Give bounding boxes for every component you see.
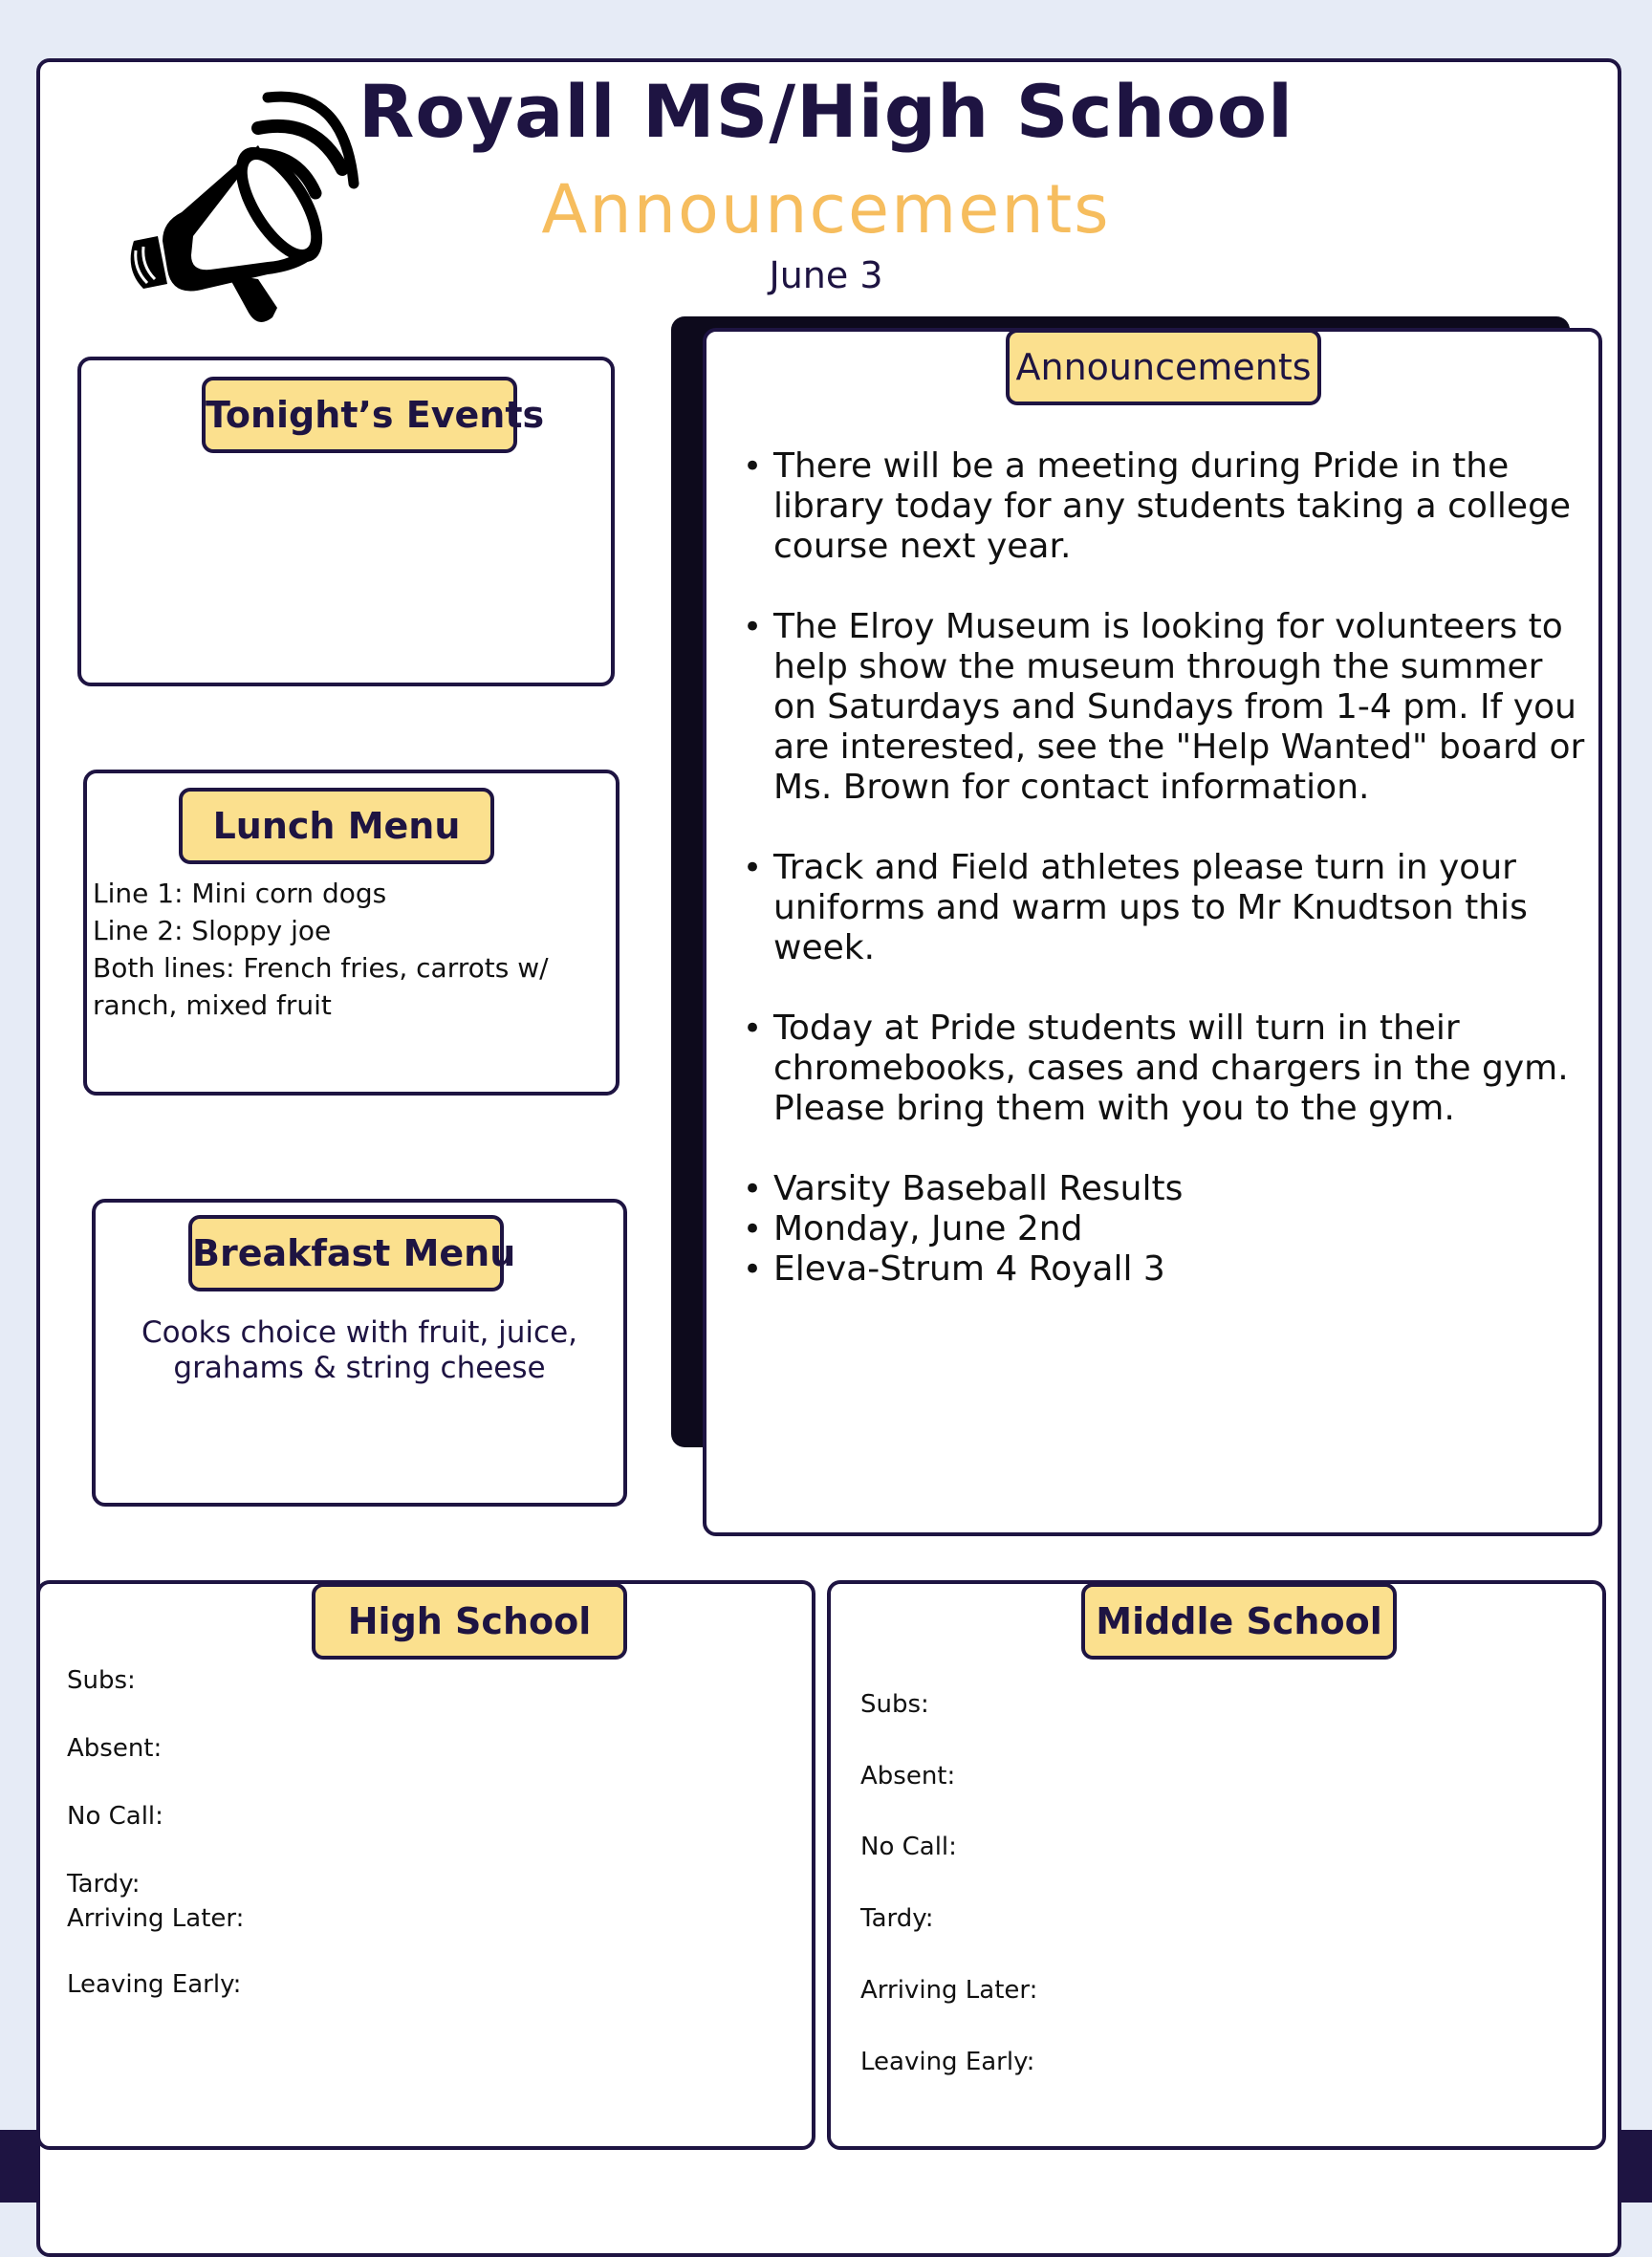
- ms-arriving-later: Arriving Later:: [860, 1976, 1038, 2005]
- announcement-item: • Eleva-Strum 4 Royall 3: [773, 1249, 1596, 1290]
- announcement-item: • Monday, June 2nd: [773, 1209, 1596, 1249]
- announcements-label: Announcements: [1006, 329, 1321, 405]
- lunch-line-2: Line 2: Sloppy joe: [93, 915, 332, 946]
- ms-leaving-early: Leaving Early:: [860, 2048, 1035, 2076]
- lunch-both-lines: Both lines: French fries, carrots w/ ranch, mixed fruit: [93, 952, 549, 1021]
- high-school-box: [36, 1580, 815, 2150]
- ms-subs: Subs:: [860, 1690, 929, 1719]
- hs-leaving-early: Leaving Early:: [67, 1970, 242, 1999]
- announcement-item: • The Elroy Museum is looking for volunteers to help show the museum through the summer on Saturdays and Sundays from 1-4 pm. If you are interested, see the "Help Wanted" board or Ms. Brown for contact information.: [773, 607, 1596, 808]
- hs-absent: Absent:: [67, 1734, 163, 1763]
- announcement-item: • There will be a meeting during Pride in the library today for any students taking a college course next year.: [773, 446, 1596, 567]
- page-subtitle: Announcements: [541, 170, 1111, 249]
- high-school-label: High School: [312, 1583, 627, 1660]
- announcement-item: • Today at Pride students will turn in their chromebooks, cases and chargers in the gym. Please bring them with you to the gym.: [773, 1009, 1596, 1129]
- tonights-events-label: Tonight’s Events: [202, 377, 517, 453]
- hs-no-call: No Call:: [67, 1802, 163, 1831]
- hs-subs: Subs:: [67, 1666, 136, 1695]
- ms-absent: Absent:: [860, 1762, 956, 1790]
- lunch-line-1: Line 1: Mini corn dogs: [93, 878, 387, 909]
- breakfast-menu-label: Breakfast Menu: [188, 1215, 504, 1291]
- middle-school-label: Middle School: [1081, 1583, 1397, 1660]
- breakfast-menu-text: Cooks choice with fruit, juice, grahams & string cheese: [141, 1315, 578, 1385]
- announcement-item: • Track and Field athletes please turn in your uniforms and warm ups to Mr Knudtson this week.: [773, 848, 1596, 968]
- middle-school-box: [827, 1580, 1606, 2150]
- ms-tardy: Tardy:: [860, 1904, 934, 1933]
- page-title: Royall MS/High School: [358, 69, 1294, 154]
- hs-tardy: Tardy:: [67, 1870, 141, 1899]
- hs-arriving-later: Arriving Later:: [67, 1904, 245, 1933]
- announcement-item: • Varsity Baseball Results: [773, 1169, 1596, 1209]
- announcements-list: [773, 446, 1596, 1290]
- lunch-menu-label: Lunch Menu: [179, 788, 494, 864]
- lunch-menu-text: [93, 875, 590, 1024]
- announcements-box: [703, 328, 1602, 1536]
- page-date: June 3: [769, 254, 883, 296]
- ms-no-call: No Call:: [860, 1833, 957, 1861]
